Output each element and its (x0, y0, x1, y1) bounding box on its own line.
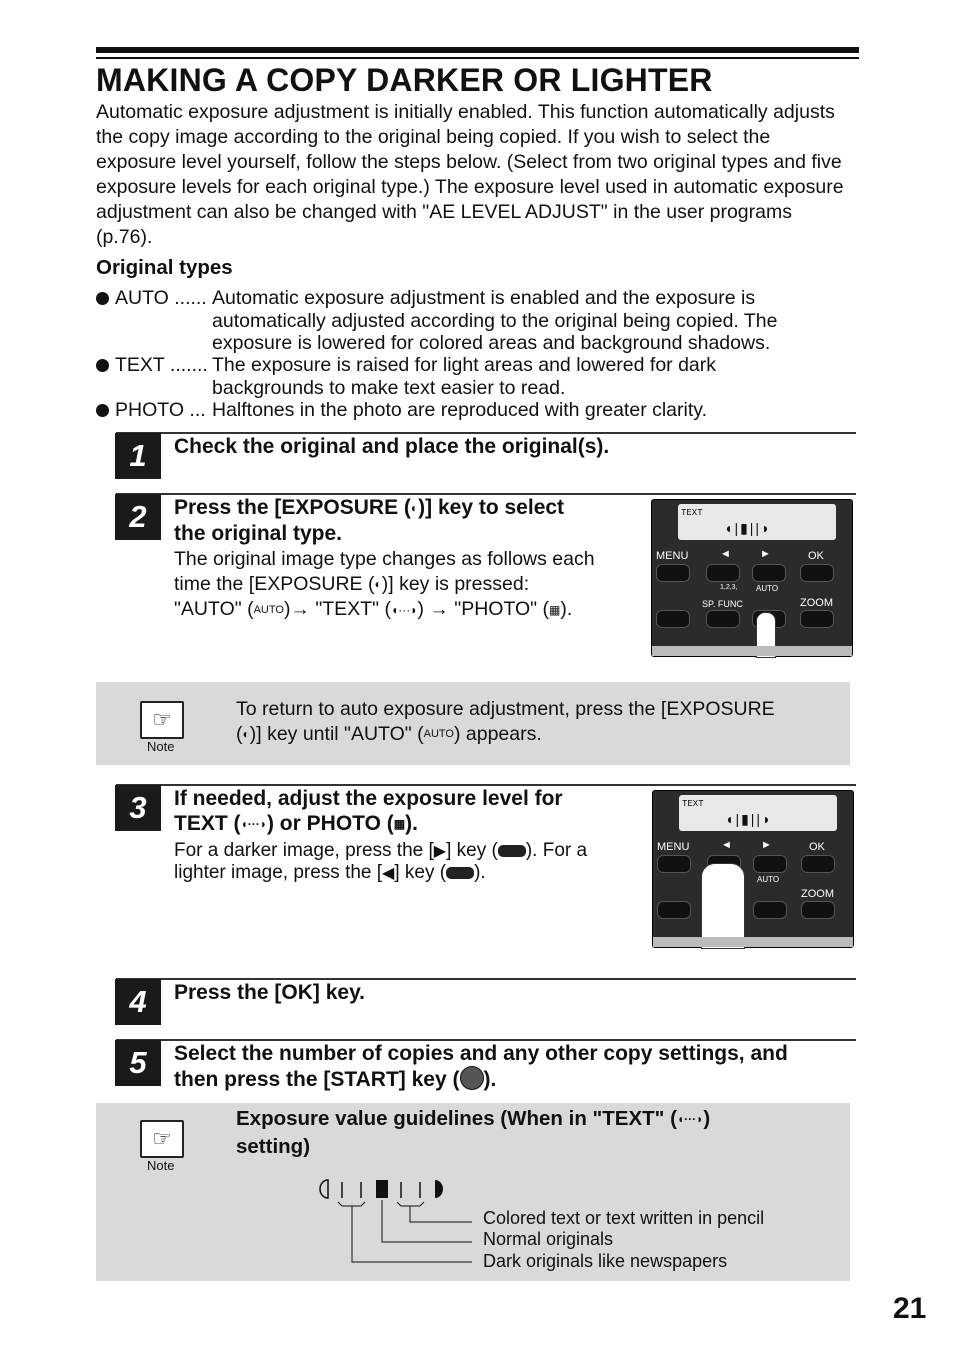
spfunc-key (706, 610, 740, 628)
left-arrow-icon: ◀ (382, 865, 395, 882)
body-part: )→ "TEXT" ( (283, 598, 391, 621)
photo-mode-icon: ▦ (549, 602, 561, 617)
title-part: Select the number of copies and any other copy settings, and (174, 1042, 788, 1065)
zoom-key (800, 610, 834, 628)
exposure-key-icon: ◐ (242, 727, 250, 742)
step-number-5: 5 (115, 1040, 161, 1086)
step-2-title (174, 495, 634, 546)
step-3-body (174, 840, 644, 884)
heading-part: Exposure value guidelines (When in "TEXT" ( (236, 1107, 677, 1130)
note-1-text (236, 697, 836, 747)
step-number-4: 4 (115, 979, 161, 1025)
body-part: )] key is pressed: (381, 573, 530, 595)
heading-line (236, 1105, 836, 1133)
down-key (706, 564, 740, 582)
step-2-body (174, 547, 634, 623)
lcd-display (678, 504, 836, 540)
body-part: For a darker image, press the [ (174, 840, 434, 861)
auto-label: AUTO (756, 584, 779, 593)
body-line (174, 572, 634, 597)
title-part: ). (405, 812, 418, 835)
note-line: To return to auto exposure adjustment, press the [EXPOSURE (236, 698, 775, 720)
note-2-heading (236, 1105, 836, 1160)
bullet-term: PHOTO ... (115, 399, 206, 421)
step-5-title (174, 1041, 854, 1092)
guide-label-light: Colored text or text written in pencil (483, 1208, 765, 1228)
bullet-desc: Halftones in the photo are reproduced with greater clarity. (212, 399, 707, 421)
operation-panel-illustration (652, 790, 854, 948)
zoom-key (801, 901, 835, 919)
body-part: ). (474, 862, 486, 883)
note-part: )] key until "AUTO" ( (249, 723, 424, 745)
title-part: Press the [EXPOSURE ( (174, 496, 411, 519)
key (656, 610, 690, 628)
ok-label: OK (808, 550, 824, 562)
note-label: Note (147, 739, 175, 754)
operation-panel-illustration (651, 499, 853, 657)
body-line (174, 840, 644, 862)
body-part: lighter image, press the [ (174, 862, 383, 883)
zoom-label: ZOOM (801, 888, 834, 900)
title-part: If needed, adjust the exposure level for (174, 787, 563, 810)
body-part: ). (560, 598, 573, 621)
bullet-term: TEXT ....... (115, 354, 208, 376)
note-line (236, 722, 836, 747)
step-4-title: Press the [OK] key. (174, 981, 366, 1004)
guide-label-normal: Normal originals (483, 1229, 614, 1249)
bullet-desc: The exposure is raised for light areas and lowered for dark backgrounds to make text easier to read. (212, 354, 717, 399)
bullet-photo (96, 399, 856, 422)
note-part: ( (236, 723, 243, 745)
menu-key (657, 855, 691, 873)
top-rule-thin (96, 57, 859, 59)
step-3-title (174, 786, 634, 837)
title-line (174, 811, 634, 837)
body-part: time the [EXPOSURE ( (174, 573, 375, 595)
body-part: "AUTO" ( (174, 598, 254, 621)
title-part: )] key to select (418, 496, 565, 519)
ok-key (801, 855, 835, 873)
heading-part: setting) (236, 1135, 311, 1159)
menu-label: MENU (657, 841, 690, 853)
body-line (174, 862, 644, 884)
right-arrow-icon: ► (760, 548, 771, 560)
copies-label: 1,2,3, (720, 584, 738, 591)
heading-part: ) (703, 1107, 711, 1130)
panel-base (653, 937, 853, 947)
bullet-dot (96, 359, 109, 372)
key (657, 901, 691, 919)
text-mode-icon: ◖···◗ (240, 816, 267, 831)
right-arrow-icon: ▶ (433, 843, 447, 860)
up-key (752, 564, 786, 582)
exposure-key-icon: ◐ (410, 500, 419, 515)
text-mode-icon: ◖···◗ (676, 1112, 704, 1127)
top-rule-thick (96, 47, 859, 53)
zoom-label: ZOOM (800, 597, 833, 609)
ok-label: OK (809, 841, 825, 853)
title-part: ) or PHOTO ( (266, 812, 394, 835)
menu-key (656, 564, 690, 582)
lcd-display (679, 795, 837, 831)
bullet-auto (96, 287, 856, 355)
auto-label-icon: AUTO (423, 728, 454, 741)
bullet-desc: Automatic exposure adjustment is enabled and the exposure is automatically adjusted according to the original being copied. The exposure is lowered for colored areas and background shadows. (212, 287, 778, 354)
intro-paragraph: Automatic exposure adjustment is initially enabled. This function automatically adjusts the copy image according to the original being copied. If you wish to select the exposure level yourself, follow the steps below. (Select from two original types and five exposure levels for each original type.) The exposure level used in automatic exposure adjustment can also be changed with "AE LEVEL ADJUST" in the user programs (p.76). (96, 101, 844, 248)
up-key-icon (498, 845, 526, 857)
left-arrow-icon: ◄ (720, 548, 731, 560)
start-key-icon (460, 1066, 484, 1090)
title-line (174, 1066, 854, 1092)
body-part: ] key ( (394, 862, 447, 883)
spfunc-label: SP. FUNC (702, 599, 743, 609)
exposure-scale-icon: ◖|▮||◗ (725, 811, 773, 827)
bullet-dot (96, 292, 109, 305)
exposure-scale-icon: ◖|▮||◗ (724, 520, 772, 536)
right-arrow-icon: ► (761, 839, 772, 851)
page-title: MAKING A COPY DARKER OR LIGHTER (96, 62, 713, 98)
text-mode-icon: ◖···◗ (390, 602, 418, 617)
pointing-hand-icon: ☞ (140, 701, 184, 739)
guide-label-dark: Dark originals like newspapers (483, 1251, 728, 1271)
body-line: The original image type changes as follows each (174, 548, 595, 570)
pointing-hand-icon: ☞ (140, 1120, 184, 1158)
panel-base (652, 646, 852, 656)
original-types-heading: Original types (96, 256, 233, 279)
exposure-key-icon: ◐ (374, 577, 382, 592)
ok-key (800, 564, 834, 582)
body-part: ) → "PHOTO" ( (417, 598, 550, 621)
body-line (174, 597, 634, 622)
note-part: ) appears. (453, 723, 542, 745)
auto-label: AUTO (757, 875, 780, 884)
lcd-text: TEXT (682, 799, 704, 809)
bullet-dot (96, 404, 109, 417)
body-part: ). For a (525, 840, 588, 861)
step-1-title: Check the original and place the original(s). (174, 435, 610, 458)
left-arrow-icon: ◄ (721, 839, 732, 851)
body-part: ] key ( (446, 840, 498, 861)
down-key-icon (446, 867, 474, 879)
bullet-text (96, 354, 856, 399)
page-number: 21 (893, 1292, 927, 1325)
note-label: Note (147, 1158, 175, 1173)
title-part: the original type. (174, 521, 343, 545)
step-number-2: 2 (115, 494, 161, 540)
title-part: ). (483, 1068, 497, 1091)
title-part: then press the [START] key ( (174, 1068, 460, 1091)
photo-mode-icon: ▦ (393, 816, 406, 831)
menu-label: MENU (656, 550, 689, 562)
step-number-3: 3 (115, 785, 161, 831)
step-number-1: 1 (115, 433, 161, 479)
bullet-term: AUTO ...... (115, 287, 207, 309)
up-key (753, 855, 787, 873)
exposure-scale-diagram (310, 1176, 490, 1274)
lcd-text: TEXT (681, 508, 703, 518)
auto-label-icon: AUTO (253, 603, 284, 616)
title-part: TEXT ( (174, 812, 241, 835)
exposure-key (753, 901, 787, 919)
